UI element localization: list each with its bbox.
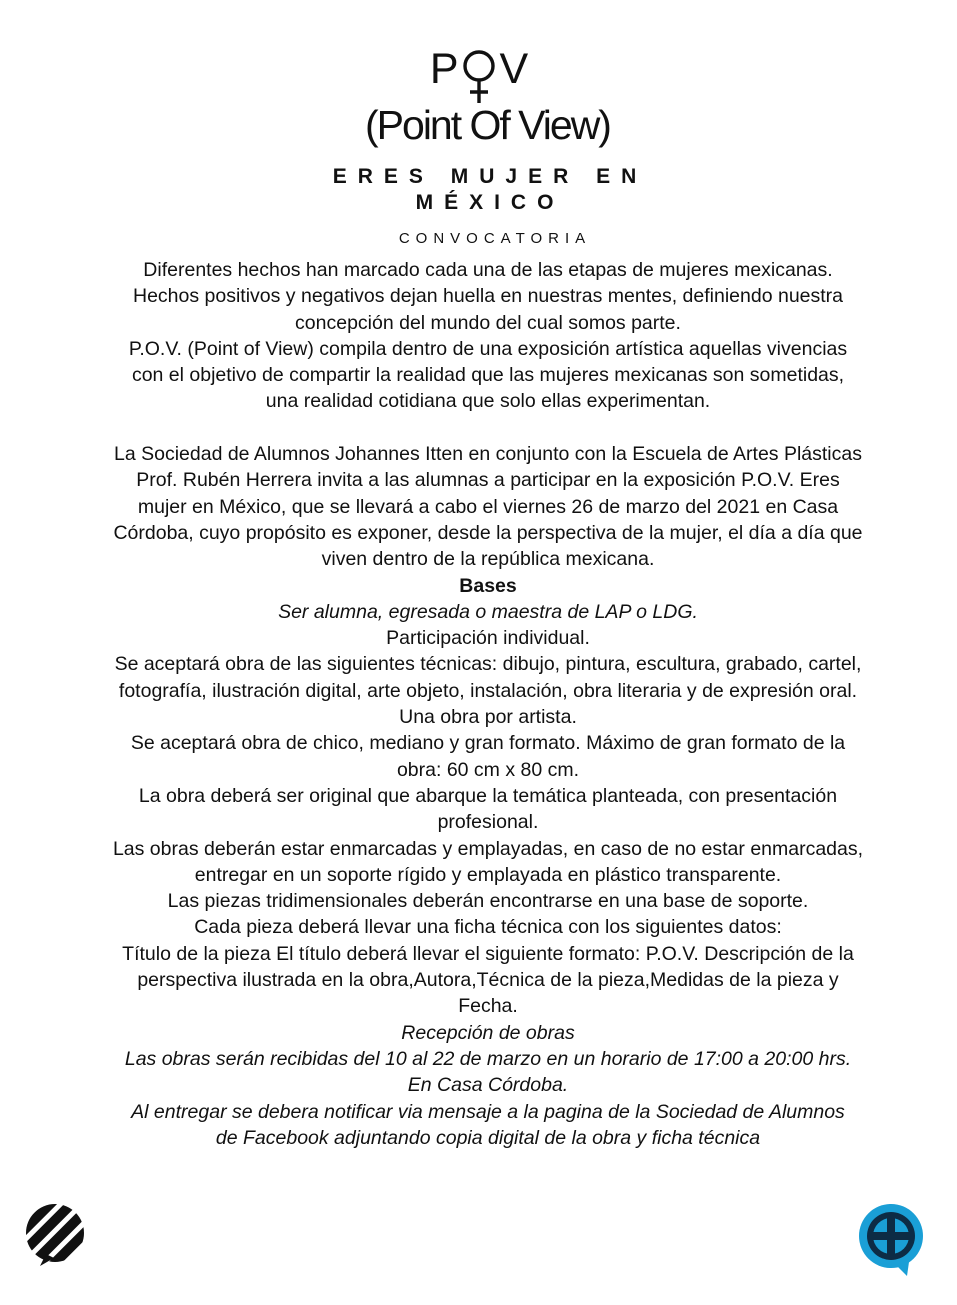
bases-heading: Bases — [459, 574, 517, 597]
paragraph-gap — [58, 415, 918, 441]
bases-line: profesional. — [437, 811, 539, 834]
invitation-line: mujer en México, que se llevará a cabo el viernes 26 de marzo del 2021 en Casa — [137, 495, 839, 518]
intro-line: concepción del mundo del cual somos parte. — [295, 311, 681, 334]
blue-target-logo-icon — [853, 1200, 933, 1278]
reception-line: En Casa Córdoba. — [407, 1074, 569, 1097]
headline-line-2: MÉXICO — [415, 191, 565, 214]
bases-line: obra: 60 cm x 80 cm. — [396, 758, 580, 781]
bases-line: entregar en un soporte rígido y emplayada en plástico transparente. — [194, 863, 782, 886]
bases-line: Las obras deberán estar enmarcadas y emplayadas, en caso de no estar enmarcadas, — [112, 837, 864, 860]
bases-line: Una obra por artista. — [399, 706, 577, 729]
invitation-line: viven dentro de la república mexicana. — [321, 548, 655, 571]
logo-letter-p: P — [429, 45, 458, 93]
reception-line: Las obras serán recibidas del 10 al 22 de marzo en un horario de 17:00 a 20:00 hrs. — [124, 1047, 852, 1070]
intro-line: P.O.V. (Point of View) compila dentro de una exposición artística aquellas vivencias — [128, 337, 848, 360]
bases-line: Cada pieza deberá llevar una ficha técnica con los siguientes datos: — [194, 916, 782, 939]
reception-heading: Recepción de obras — [401, 1021, 575, 1044]
kicker-label: CONVOCATORIA — [398, 230, 592, 247]
bases-line: perspectiva ilustrada en la obra,Autora,Técnica de la pieza,Medidas de la pieza y — [137, 969, 839, 992]
striped-circle-logo-icon — [24, 1200, 90, 1266]
logo-subtitle: (Point Of View) — [365, 102, 610, 148]
bases-line: Fecha. — [458, 995, 518, 1018]
invitation-line: Córdoba, cuyo propósito es exponer, desde la perspectiva de la mujer, el día a día que — [113, 521, 863, 544]
bases-line: La obra deberá ser original que abarque la temática planteada, con presentación — [138, 784, 838, 807]
bases-line: Se aceptará obra de las siguientes técnicas: dibujo, pintura, escultura, grabado, cartel, — [114, 653, 862, 676]
intro-line: Hechos positivos y negativos dejan huella en nuestras mentes, definiendo nuestra — [132, 285, 844, 308]
bases-eligibility: Ser alumna, egresada o maestra de LAP o LDG. — [278, 600, 698, 623]
invitation-line: La Sociedad de Alumnos Johannes Itten en conjunto con la Escuela de Artes Plásticas — [114, 443, 862, 466]
body-text — [58, 257, 918, 1151]
headline — [0, 164, 957, 216]
bases-line: Título de la pieza El título deberá llevar el siguiente formato: P.O.V. Descripción de la — [122, 942, 854, 965]
bases-line: fotografía, ilustración digital, arte objeto, instalación, obra literaria y de expresión oral. — [118, 679, 858, 702]
bases-line: Se aceptará obra de chico, mediano y gran formato. Máximo de gran formato de la — [130, 732, 846, 755]
invitation-line: Prof. Rubén Herrera invita a las alumnas a participar en la exposición P.O.V. Eres — [136, 469, 840, 492]
headline-line-1: ERES MUJER EN — [332, 165, 648, 188]
logo-letter-v: V — [499, 45, 528, 93]
bases-line: Las piezas tridimensionales deberán encontrarse en una base de soporte. — [167, 890, 809, 913]
reception-line: Al entregar se debera notificar via mensaje a la pagina de la Sociedad de Alumnos — [131, 1100, 845, 1123]
reception-line: de Facebook adjuntando copia digital de la obra y ficha técnica — [215, 1126, 761, 1149]
intro-line: Diferentes hechos han marcado cada una de las etapas de mujeres mexicanas. — [143, 259, 833, 281]
intro-line: con el objetivo de compartir la realidad que las mujeres mexicanas son sometidas, — [131, 364, 845, 387]
intro-line: una realidad cotidiana que solo ellas experimentan. — [265, 390, 711, 413]
bases-line: Participación individual. — [386, 627, 590, 650]
